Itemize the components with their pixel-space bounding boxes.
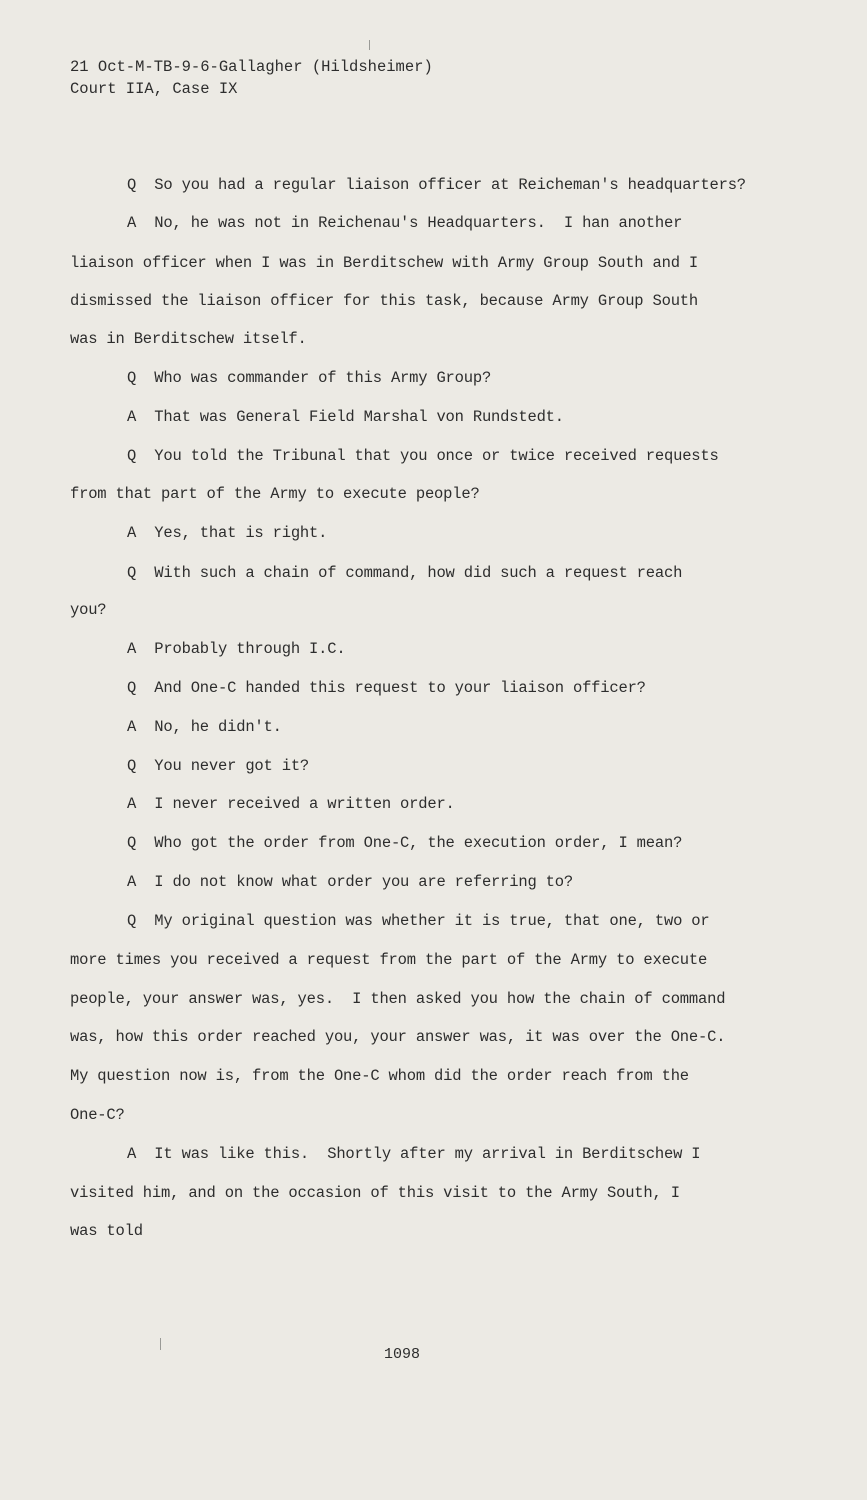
transcript-line: Q My original question was whether it is true, that one, two or (127, 912, 710, 930)
transcript-line: Q Who was commander of this Army Group? (127, 369, 492, 387)
transcript-line: people, your answer was, yes. I then asked you how the chain of command (70, 990, 726, 1008)
transcript-line: dismissed the liaison officer for this task, because Army Group South (70, 292, 699, 310)
transcript-line: One-C? (70, 1106, 125, 1124)
transcript-line: Q And One-C handed this request to your liaison officer? (127, 679, 646, 697)
transcript-line: you? (70, 601, 107, 619)
transcript-line: Q Who got the order from One-C, the execution order, I mean? (127, 834, 683, 852)
transcript-line: Q You never got it? (127, 757, 310, 775)
transcript-line: Q With such a chain of command, how did such a request reach (127, 564, 683, 582)
transcript-line: A No, he didn't. (127, 718, 282, 736)
transcript-line: A No, he was not in Reichenau's Headquarters. I han another (127, 214, 683, 232)
transcript-line: was told (70, 1222, 143, 1240)
transcript-line: A That was General Field Marshal von Rundstedt. (127, 408, 564, 426)
transcript-line: A Yes, that is right. (127, 524, 328, 542)
document-header (70, 56, 433, 100)
header-court-case: Court IIA, Case IX (70, 80, 238, 98)
paper-mark (160, 1338, 161, 1350)
transcript-line: from that part of the Army to execute people? (70, 485, 480, 503)
transcript-line: liaison officer when I was in Berditschew with Army Group South and I (70, 254, 699, 272)
transcript-line: A I never received a written order. (127, 795, 455, 813)
header-file-reference: 21 Oct-M-TB-9-6-Gallagher (Hildsheimer) (70, 58, 433, 76)
paper-mark (369, 40, 370, 50)
transcript-line: My question now is, from the One-C whom did the order reach from the (70, 1067, 689, 1085)
transcript-line: A I do not know what order you are referring to? (127, 873, 573, 891)
transcript-line: Q You told the Tribunal that you once or twice received requests (127, 447, 719, 465)
transcript-line: was, how this order reached you, your answer was, it was over the One-C. (70, 1028, 726, 1046)
transcript-line: Q So you had a regular liaison officer at Reicheman's headquarters? (127, 176, 746, 194)
transcript-line: visited him, and on the occasion of this visit to the Army South, I (70, 1184, 680, 1202)
transcript-line: was in Berditschew itself. (70, 330, 307, 348)
transcript-line: more times you received a request from the part of the Army to execute (70, 951, 708, 969)
transcript-line: A Probably through I.C. (127, 640, 346, 658)
page-number: 1098 (384, 1346, 421, 1363)
transcript-line: A It was like this. Shortly after my arrival in Berditschew I (127, 1145, 701, 1163)
